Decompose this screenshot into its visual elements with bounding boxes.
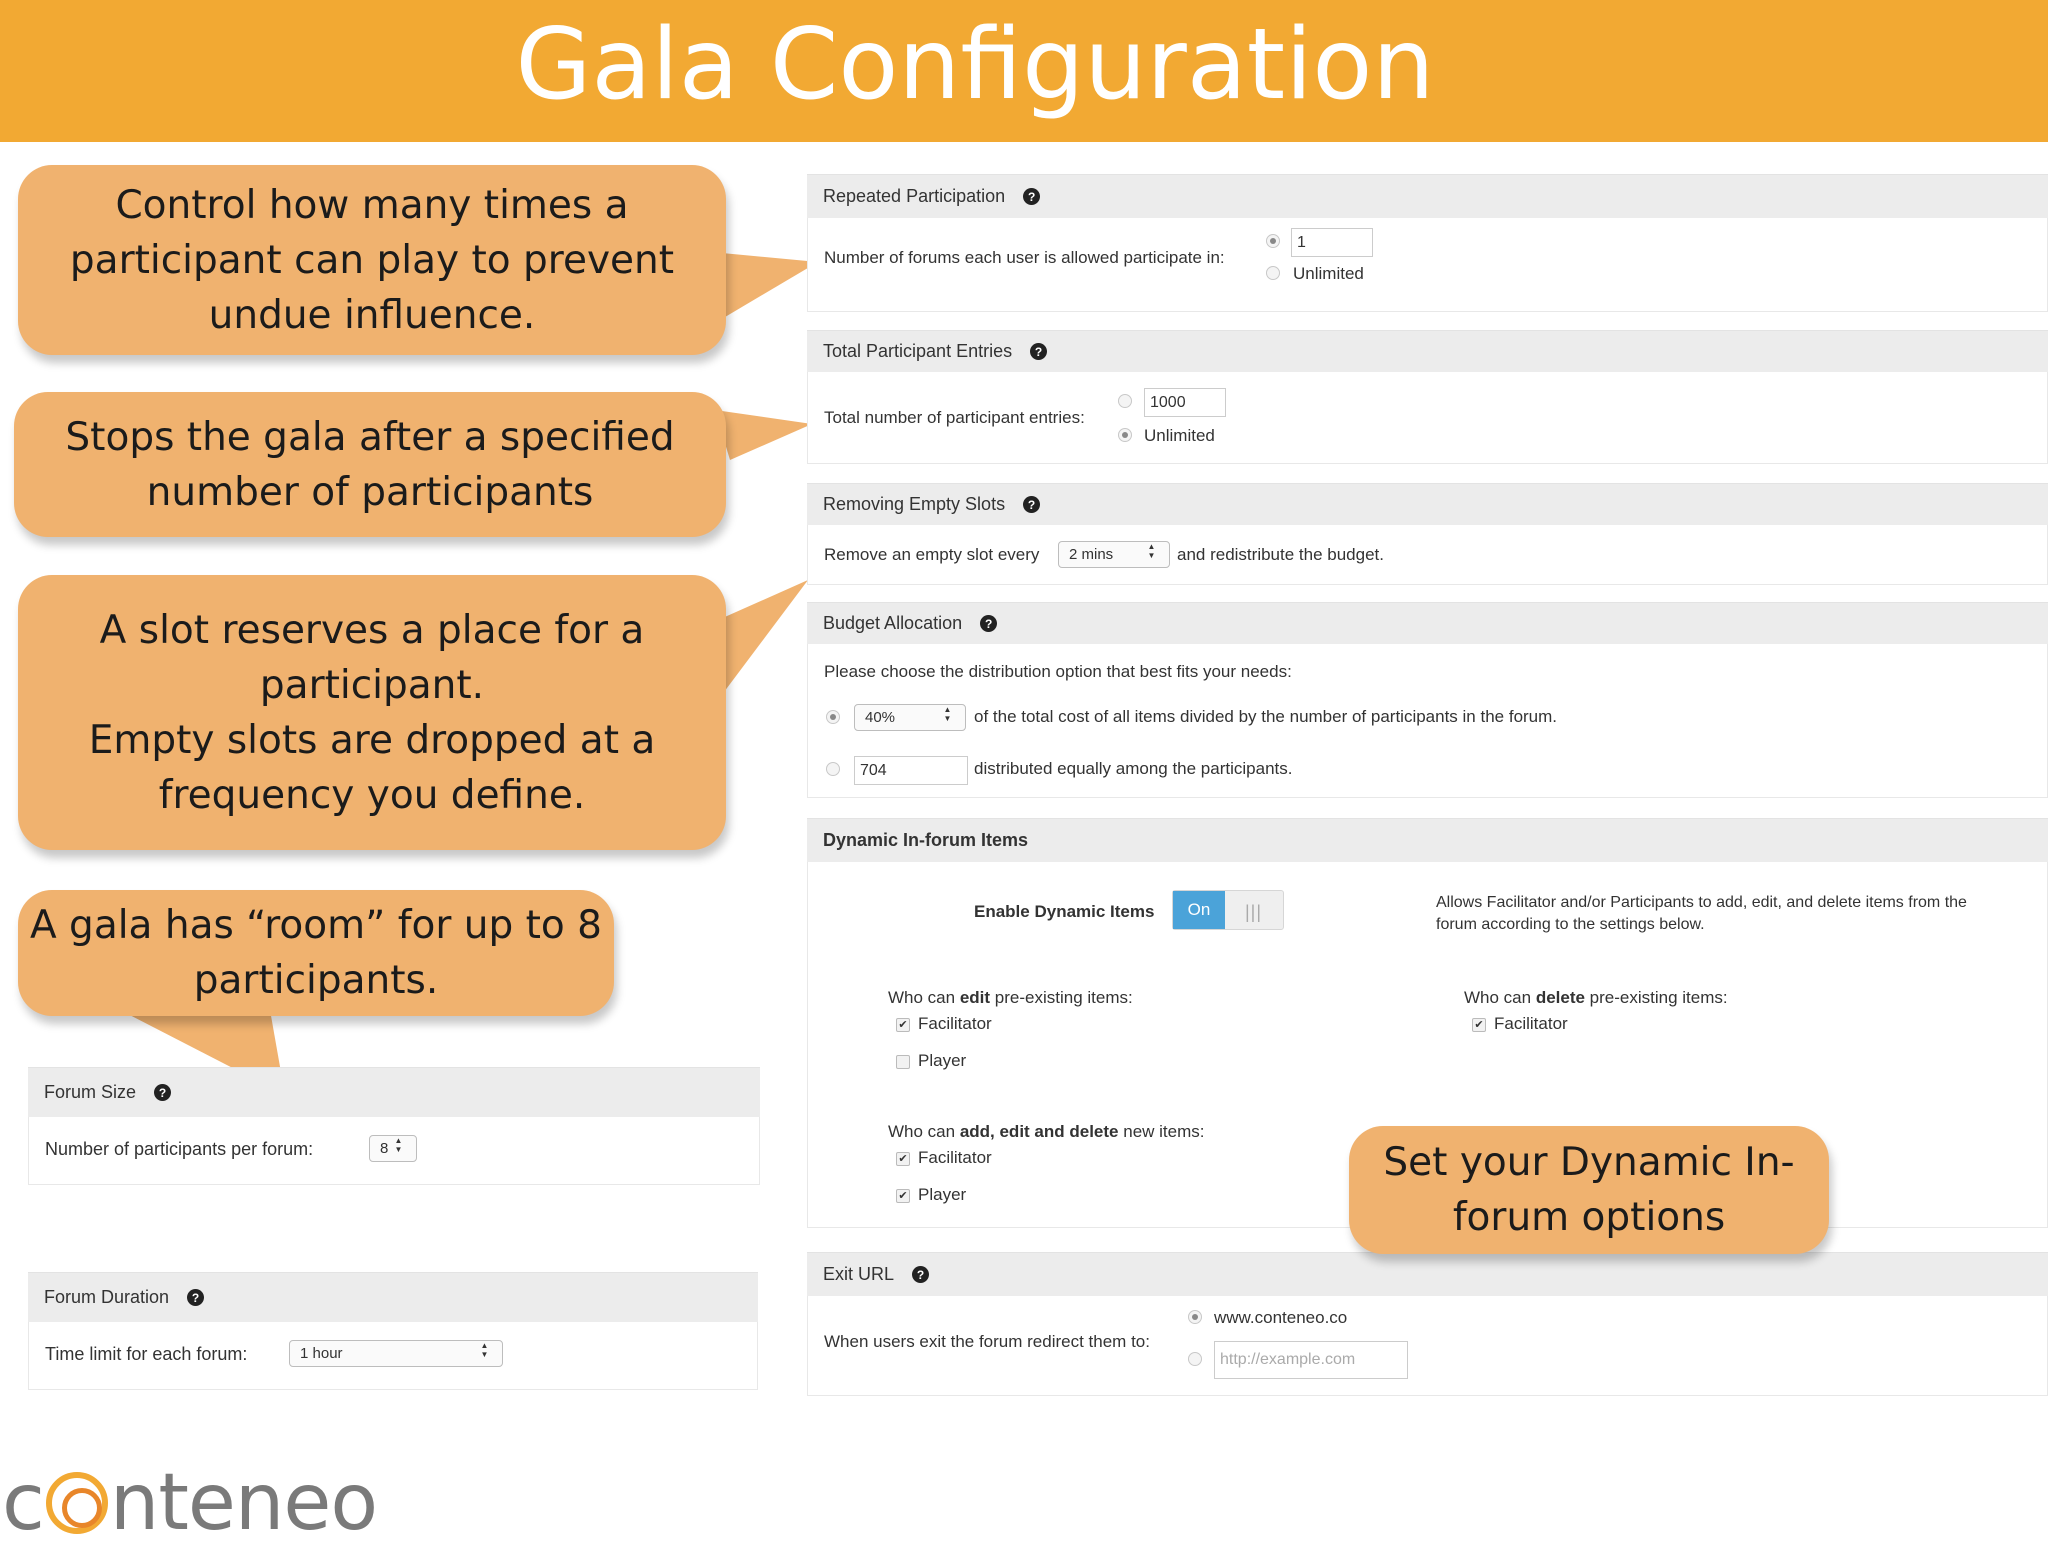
help-icon[interactable]: ? — [912, 1266, 929, 1283]
add-heading: Who can add, edit and delete new items: — [888, 1122, 1205, 1141]
budget-intro: Please choose the distribution option that best fits your needs: — [824, 662, 1292, 681]
exit-url-custom-radio[interactable] — [1188, 1352, 1202, 1366]
budget-amount-text: distributed equally among the participants. — [974, 759, 1293, 778]
empty-slots-prefix: Remove an empty slot every — [824, 545, 1040, 564]
help-icon[interactable]: ? — [1023, 496, 1040, 513]
repeated-participation-panel — [807, 174, 2048, 312]
conteneo-logo: c nteneo — [2, 1458, 378, 1548]
delete-heading: Who can delete pre-existing items: — [1464, 988, 1728, 1007]
toggle-on-label: On — [1173, 891, 1225, 929]
delete-facilitator-checkbox[interactable]: ✔ — [1472, 1018, 1486, 1032]
repeated-unlimited-label: Unlimited — [1293, 264, 1364, 283]
budget-allocation-body — [807, 644, 2048, 798]
forum-size-panel — [28, 1067, 760, 1185]
repeated-limit-radio[interactable] — [1266, 234, 1280, 248]
callout-slot: A slot reserves a place for a participant. Empty slots are dropped at a frequency you define. — [18, 575, 726, 850]
budget-allocation-heading: Budget Allocation — [823, 613, 963, 633]
empty-slots-header — [807, 483, 2048, 525]
delete-facilitator-label: Facilitator — [1494, 1014, 1568, 1033]
chevron-updown-icon: ▲▼ — [1147, 542, 1156, 560]
edit-player-label: Player — [918, 1051, 967, 1070]
tail-stops — [715, 410, 812, 460]
budget-percent-text: of the total cost of all items divided by the number of participants in the forum. — [974, 707, 1558, 726]
empty-slots-heading: Removing Empty Slots — [823, 494, 1006, 514]
participant-entries-label: Total number of participant entries: — [824, 408, 1085, 427]
chevron-updown-icon: ▲▼ — [943, 705, 952, 723]
entries-limit-input[interactable]: 1000 — [1144, 388, 1226, 417]
exit-url-body — [807, 1296, 2048, 1396]
empty-slots-interval-select[interactable]: 2 mins ▲▼ — [1058, 541, 1170, 568]
repeated-limit-input[interactable]: 1 — [1291, 228, 1373, 257]
budget-allocation-panel — [807, 602, 2048, 798]
edit-player-checkbox[interactable] — [896, 1055, 910, 1069]
edit-facilitator-checkbox[interactable]: ✔ — [896, 1018, 910, 1032]
callout-stops: Stops the gala after a specified number of participants — [14, 392, 726, 537]
participant-entries-header — [807, 330, 2048, 372]
enable-dynamic-toggle[interactable] — [1172, 890, 1284, 930]
edit-facilitator-label: Facilitator — [918, 1014, 992, 1033]
forum-duration-label: Time limit for each forum: — [45, 1344, 248, 1364]
forum-size-heading: Forum Size — [44, 1082, 137, 1102]
repeated-participation-body — [807, 218, 2048, 312]
empty-slots-suffix: and redistribute the budget. — [1177, 545, 1384, 564]
tail-slot — [718, 580, 808, 700]
callout-repeat: Control how many times a participant can play to prevent undue influence. — [18, 165, 726, 355]
participant-entries-heading: Total Participant Entries — [823, 341, 1013, 361]
participant-entries-body — [807, 372, 2048, 464]
dynamic-description-1: Allows Facilitator and/or Participants to add, edit, and delete items from the — [1436, 894, 1967, 911]
empty-slots-body — [807, 525, 2048, 585]
budget-percent-select[interactable]: 40% ▲▼ — [854, 704, 966, 731]
exit-url-input[interactable]: http://example.com — [1214, 1341, 1408, 1379]
callout-dynamic: Set your Dynamic In- forum options — [1349, 1126, 1829, 1254]
forum-size-select[interactable]: 8 ▲▼ — [369, 1135, 417, 1162]
repeated-participation-heading: Repeated Participation — [823, 186, 1006, 206]
forum-duration-heading: Forum Duration — [44, 1287, 170, 1307]
repeated-unlimited-radio[interactable] — [1266, 266, 1280, 280]
forum-duration-header — [28, 1272, 758, 1322]
page-title: Gala Configuration — [515, 8, 1435, 122]
exit-url-default-label: www.conteneo.co — [1214, 1308, 1348, 1327]
forum-duration-panel — [28, 1272, 758, 1390]
repeated-participation-header — [807, 174, 2048, 218]
add-facilitator-label: Facilitator — [918, 1148, 992, 1167]
chevron-updown-icon: ▲▼ — [480, 1341, 489, 1359]
dynamic-items-header — [807, 818, 2048, 862]
entries-unlimited-label: Unlimited — [1144, 426, 1215, 445]
entries-unlimited-radio[interactable] — [1118, 428, 1132, 442]
add-facilitator-checkbox[interactable]: ✔ — [896, 1152, 910, 1166]
forum-duration-select[interactable]: 1 hour ▲▼ — [289, 1340, 503, 1367]
logo-ring-icon — [46, 1472, 108, 1534]
chevron-updown-icon: ▲▼ — [394, 1136, 403, 1154]
add-player-label: Player — [918, 1185, 967, 1204]
toggle-grip-icon: ||| — [1245, 902, 1263, 922]
help-icon[interactable]: ? — [154, 1084, 171, 1101]
forum-size-label: Number of participants per forum: — [45, 1139, 314, 1159]
exit-url-panel — [807, 1252, 2048, 1396]
budget-percent-radio[interactable] — [826, 710, 840, 724]
budget-allocation-header — [807, 602, 2048, 644]
repeated-participation-label: Number of forums each user is allowed participate in: — [824, 248, 1225, 267]
participant-entries-panel — [807, 330, 2048, 464]
help-icon[interactable]: ? — [980, 615, 997, 632]
help-icon[interactable]: ? — [1023, 188, 1040, 205]
help-icon[interactable]: ? — [187, 1289, 204, 1306]
exit-url-header — [807, 1252, 2048, 1296]
exit-url-label: When users exit the forum redirect them to: — [824, 1332, 1150, 1351]
help-icon[interactable]: ? — [1030, 343, 1047, 360]
add-player-checkbox[interactable]: ✔ — [896, 1189, 910, 1203]
edit-heading: Who can edit pre-existing items: — [888, 988, 1133, 1007]
budget-amount-input[interactable]: 704 — [854, 756, 968, 785]
forum-size-header — [28, 1067, 760, 1117]
empty-slots-panel — [807, 483, 2048, 585]
dynamic-items-heading: Dynamic In-forum Items — [823, 830, 1029, 850]
dynamic-description-2: forum according to the settings below. — [1436, 916, 1705, 933]
budget-amount-radio[interactable] — [826, 762, 840, 776]
exit-url-default-radio[interactable] — [1188, 1310, 1202, 1324]
forum-size-body — [28, 1117, 760, 1185]
enable-dynamic-label: Enable Dynamic Items — [974, 902, 1155, 921]
callout-room: A gala has “room” for up to 8 participants. — [18, 890, 614, 1016]
entries-limit-radio[interactable] — [1118, 394, 1132, 408]
forum-duration-body — [28, 1322, 758, 1390]
exit-url-heading: Exit URL — [823, 1264, 895, 1284]
